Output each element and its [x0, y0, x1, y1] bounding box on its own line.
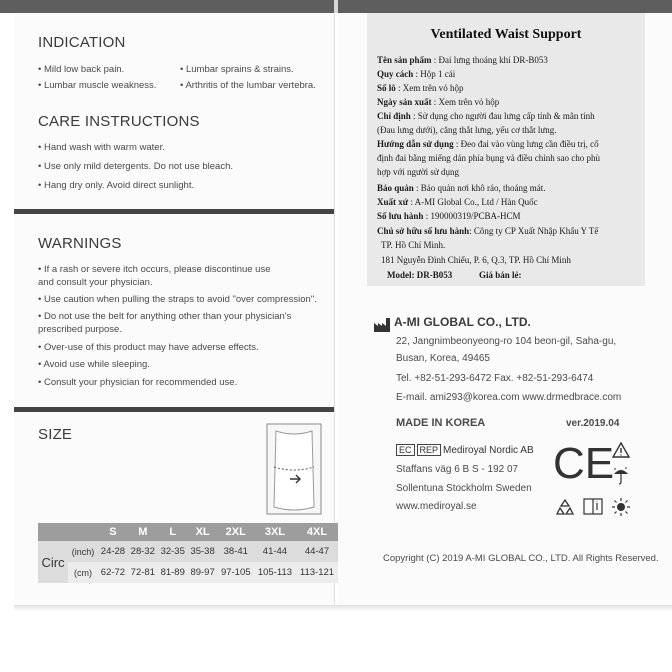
- size-cell: 28-32: [128, 541, 158, 562]
- section-divider: [14, 209, 334, 214]
- company-name: A-MI GLOBAL CO., LTD.: [394, 315, 531, 329]
- keep-away-sunlight-icon: [611, 497, 631, 517]
- made-in-korea: MADE IN KOREA: [396, 417, 486, 429]
- warnings-title: WARNINGS: [38, 235, 122, 252]
- ec-rep-address: Sollentuna Stockholm Sweden: [396, 483, 532, 494]
- warning-item: • Do not use the belt for anything other than your physician's: [38, 311, 292, 322]
- vn-line: Bảo quản : Bảo quản nơi khô ráo, thoáng mát.: [377, 183, 546, 193]
- top-dark-band: [0, 0, 672, 13]
- vietnamese-label-sticker: [367, 13, 645, 286]
- section-divider: [14, 407, 334, 412]
- size-cell: 35-38: [188, 541, 218, 562]
- unit-cm: (cm): [68, 562, 98, 583]
- vn-line: Xuất xứ : A-MI Global Co., Ltd / Hàn Quốc: [377, 197, 538, 207]
- size-header: M: [128, 523, 158, 541]
- fold-gap: [334, 0, 338, 13]
- warning-item: • Avoid use while sleeping.: [38, 359, 150, 370]
- size-cell: 32-35: [158, 541, 188, 562]
- size-cell: 89-97: [188, 562, 218, 583]
- vn-line: hợp với người sử dụng: [377, 167, 460, 177]
- recycle-icon: [556, 498, 574, 516]
- warning-item: prescribed purpose.: [38, 324, 122, 335]
- ec-rep-web: www.mediroyal.se: [396, 501, 477, 512]
- size-header: 3XL: [254, 523, 296, 541]
- size-header-blank: [38, 523, 68, 541]
- size-title: SIZE: [38, 426, 73, 443]
- size-cell: 105-113: [254, 562, 296, 583]
- version: ver.2019.04: [566, 418, 620, 429]
- vn-line: Số lưu hành : 190000319/PCBA-HCM: [377, 211, 521, 221]
- size-cell: 38-41: [218, 541, 254, 562]
- indication-item: • Mild low back pain.: [38, 64, 125, 75]
- indication-title: INDICATION: [38, 34, 126, 51]
- size-cell: 41-44: [254, 541, 296, 562]
- rep-box: REP: [417, 444, 442, 456]
- warning-item: • Use caution when pulling the straps to avoid "over compression".: [38, 294, 317, 305]
- left-panel: [14, 13, 335, 605]
- ce-mark: CE: [553, 439, 615, 488]
- company-email: E-mail. ami293@korea.com www.drmedbrace.com: [396, 392, 622, 403]
- size-cell: 113-121: [296, 562, 338, 583]
- ec-rep: [396, 444, 534, 456]
- warning-item: and consult your physician.: [38, 277, 153, 288]
- indication-item: • Lumbar sprains & strains.: [180, 64, 294, 75]
- company-phone: Tel. +82-51-293-6472 Fax. +82-51-293-6474: [396, 373, 594, 384]
- size-cell: 44-47: [296, 541, 338, 562]
- vn-price: Giá bán lẻ:: [479, 270, 522, 280]
- vn-line: Ngày sản xuất : Xem trên vỏ hộp: [377, 97, 500, 107]
- size-cell: 81-89: [158, 562, 188, 583]
- size-cell: 72-81: [128, 562, 158, 583]
- vn-line: Số lô : Xem trên vỏ hộp: [377, 83, 464, 93]
- warning-item: • If a rash or severe itch occurs, please discontinue use: [38, 264, 271, 275]
- warning-item: • Consult your physician for recommended use.: [38, 377, 238, 388]
- care-item: • Hang dry only. Avoid direct sunlight.: [38, 180, 195, 191]
- care-item: • Use only mild detergents. Do not use bleach.: [38, 161, 234, 172]
- vn-product-title: Ventilated Waist Support: [430, 27, 582, 42]
- circ-label: Circ: [38, 541, 68, 583]
- vn-line: (Đau lưng dưới), căng thắt lưng, yếu cơ thắt lưng.: [377, 125, 557, 135]
- vn-line: Hướng dẫn sử dụng : Đeo đai vào vùng lưng cần điều trị, cố: [377, 139, 599, 149]
- ec-rep-address: Staffans väg 6 B S - 192 07: [396, 464, 519, 475]
- waist-belt-illustration: [266, 423, 322, 515]
- company-address: 22, Jangnimbeonyeong-ro 104 beon-gil, Saha-gu,: [396, 336, 617, 347]
- manufacturer-icon: [373, 317, 391, 333]
- size-header-blank: [68, 523, 98, 541]
- vn-line: Chủ sở hữu số lưu hành: Công ty CP Xuất Nhập Khẩu Y Tế: [377, 226, 599, 236]
- ec-rep-name: Mediroyal Nordic AB: [443, 445, 534, 456]
- company-address: Busan, Korea, 49465: [396, 353, 490, 364]
- ec-box: EC: [396, 444, 415, 456]
- instructions-manual-icon: [583, 498, 603, 515]
- care-item: • Hand wash with warm water.: [38, 142, 165, 153]
- vn-line: 181 Nguyễn Đình Chiểu, P. 6, Q.3, TP. Hồ Chí Minh: [381, 255, 571, 265]
- size-table: [38, 523, 338, 583]
- keep-dry-icon: [612, 466, 630, 486]
- warning-item: • Over-use of this product may have adverse effects.: [38, 342, 259, 353]
- warning-triangle-icon: [612, 442, 630, 458]
- vn-line: Tên sản phẩm : Đai lưng thoáng khí DR-B053: [377, 55, 548, 65]
- bottom-shadow: [14, 605, 672, 611]
- size-cell: 24-28: [98, 541, 128, 562]
- size-header: L: [158, 523, 188, 541]
- indication-item: • Arthritis of the lumbar vertebra.: [180, 80, 316, 91]
- copyright: Copyright (C) 2019 A-MI GLOBAL CO., LTD. All Rights Reserved.: [383, 553, 659, 564]
- vn-line: định đai bằng miếng dán phía bụng và điều chỉnh sao cho phù: [377, 153, 600, 163]
- indication-item: • Lumbar muscle weakness.: [38, 80, 157, 91]
- vn-line: Quy cách : Hộp 1 cái: [377, 69, 456, 79]
- unit-inch: (inch): [68, 541, 98, 562]
- size-header: S: [98, 523, 128, 541]
- size-header: 2XL: [218, 523, 254, 541]
- size-cell: 97-105: [218, 562, 254, 583]
- size-cell: 62-72: [98, 562, 128, 583]
- size-header: XL: [188, 523, 218, 541]
- size-header: 4XL: [296, 523, 338, 541]
- vn-line: TP. Hồ Chí Minh.: [381, 240, 446, 250]
- vn-model: Model: DR-B053: [387, 270, 453, 280]
- vn-line: Chỉ định : Sử dụng cho người đau lưng cấp tính & mãn tính: [377, 111, 595, 121]
- care-title: CARE INSTRUCTIONS: [38, 113, 200, 130]
